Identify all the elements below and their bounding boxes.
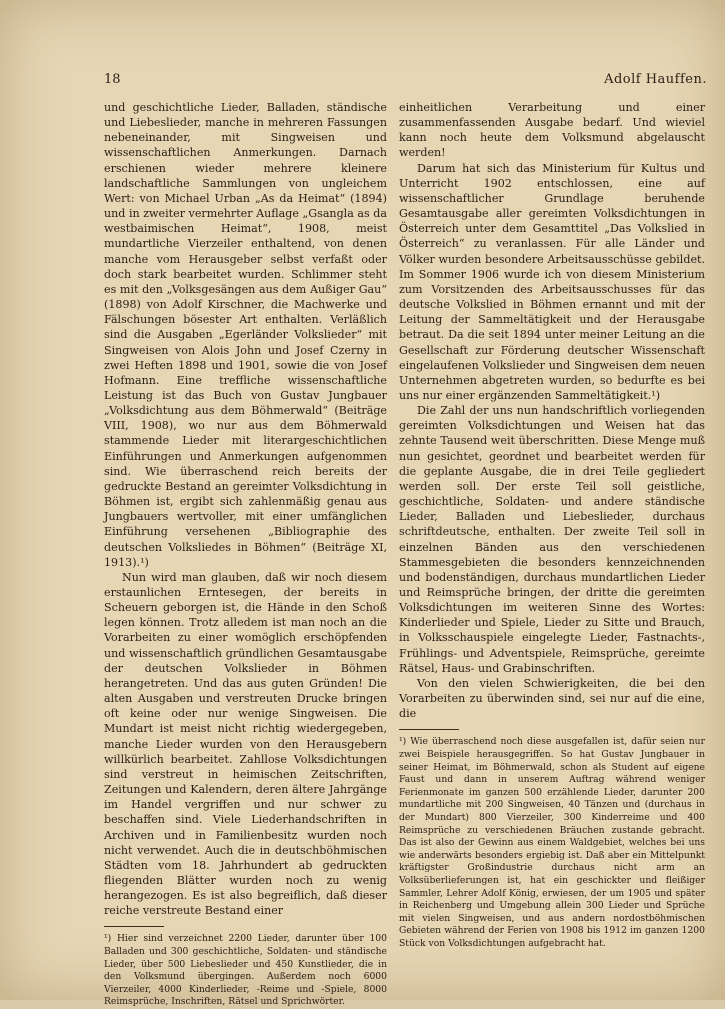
- running-title: Adolf Hauffen.: [604, 72, 707, 87]
- footnote: ¹) Wie überraschend noch diese ausgefallen ist, dafür seien nur zwei Beispiele herausgegriffen. So hat Gustav Jungbauer in seiner Heimat, im Böhmerwald, schon als Student auf eigene Faust und dann in unserem Auftrag während weniger Ferienmonate im ganzen 500 erzählende Lieder, darunter 200 mundartliche mit 200 Singweisen, 40 Tänzen und (durchaus in der Mundart) 800 Vierzeiler, 300 Kinderreime und 400 Reimsprüche zu verschiedenen Bräuchen zustande gebracht. Das ist also der Gewinn aus einem Waldgebiet, welches bei uns wie anderwärts besonders ergiebig ist. Daß aber ein Mittelpunkt kräftigster Großindustrie durchaus nicht arm an Volksüberlieferungen ist, hat ein geschickter und fleißiger Sammler, Lehrer Adolf König, erwiesen, der um 1905 und später in Reichenberg und Umgebung allein 300 Lieder und Sprüche mit vielen Singweisen, und aus andern nordostböhmischen Gebieten während der Ferien von 1908 bis 1912 im ganzen 1200 Stück von Volksdichtungen aufgebracht hat.: [399, 736, 705, 949]
- paragraph: Nun wird man glauben, daß wir noch diesem erstaunlichen Erntesegen, der bereits in Scheuern geborgen ist, die Hände in den Schoß legen können. Trotz alledem ist man noch an die Vorarbeiten zu einer womöglich erschöpfenden und wissenschaftlich gründlichen Gesamtausgabe der deutschen Volkslieder in Böhmen herangetreten. Und das aus guten Gründen! Die alten Ausgaben und verstreuten Drucke bringen oft keine oder nur wenige Singweisen. Die Mundart ist meist nicht richtig wiedergegeben, manche Lieder wurden von den Herausgebern willkürlich bearbeitet. Zahllose Volksdichtungen sind verstreut in heimischen Zeitschriften, Zeitungen und Kalendern, deren ältere Jahrgänge im Handel vergriffen und nur schwer zu beschaffen sind. Viele Liederhandschriften in Archiven und in Familienbesitz wurden noch nicht verwendet. Auch die in deutschböhmischen Städten vom 18. Jahrhundert ab gedruckten fliegenden Blätter wurden noch zu wenig herangezogen. Es ist also begreiflich, daß dieser reiche verstreute Bestand einer: [104, 570, 387, 918]
- paragraph: und geschichtliche Lieder, Balladen, ständische und Liebeslieder, manche in mehreren Fassungen nebeneinander, mit Singweisen und wissenschaftlichen Anmerkungen. Darnach erschienen wieder mehrere kleinere landschaftliche Sammlungen von ungleichem Wert: von Michael Urban „As da Heimat“ (1894) und in zweiter vermehrter Auflage „Gsangla as da westbaimischen Heimat“, 1908, meist mundartliche Vierzeiler enthaltend, von denen manche vom Herausgeber selbst verfaßt oder doch stark bearbeitet wurden. Schlimmer steht es mit den „Volksgesängen aus dem Außiger Gau“ (1898) von Adolf Kirschner, die Machwerke und Fälschungen bösester Art enthalten. Verläßlich sind die Ausgaben „Egerländer Volkslieder“ mit Singweisen von Alois John und Josef Czerny in zwei Heften 1898 und 1901, sowie die von Josef Hofmann. Eine treffliche wissenschaftliche Leistung ist das Buch von Gustav Jungbauer „Volksdichtung aus dem Böhmerwald“ (Beiträge VIII, 1908), wo nur aus dem Böhmerwald stammende Lieder mit literargeschichtlichen Einführungen und Anmerkungen aufgenommen sind. Wie überraschend reich bereits der gedruckte Bestand an gereimter Volksdichtung in Böhmen ist, ergibt sich zahlenmäßig genau aus Jungbauers wertvoller, mit einer umfänglichen Einführung versehenen „Bibliographie des deutschen Volksliedes in Böhmen“ (Beiträge XI, 1913).¹): [104, 101, 387, 569]
- right-column: [399, 100, 705, 951]
- footnote-separator: [104, 926, 164, 927]
- footnote: ¹) Hier sind verzeichnet 2200 Lieder, darunter über 100 Balladen und 300 geschichtliche, Soldaten- und ständische Lieder, über 500 Liebeslieder und 450 Kunstlieder, die in den Volksmund übergingen. Außerdem noch 6000 Vierzeiler, 4000 Kinderlieder, -Reime und -Spiele, 8000 Reimsprüche, Inschriften, Rätsel und Sprichwörter.: [104, 933, 387, 1008]
- page-header: [104, 72, 707, 90]
- paragraph: Darum hat sich das Ministerium für Kultus und Unterricht 1902 entschlossen, eine auf wissenschaftlicher Grundlage beruhende Gesamtausgabe aller gereimten Volksdichtungen in Österreich unter dem Gesamttitel „Das Volkslied in Österreich“ zu veranlassen. Für alle Länder und Völker wurden besondere Arbeitsausschüsse gebildet. Im Sommer 1906 wurde ich von diesem Ministerium zum Vorsitzenden des Arbeitsausschusses für das deutsche Volkslied in Böhmen ernannt und mit der Leitung der Sammeltätigkeit und der Herausgabe betraut. Da die seit 1894 unter meiner Leitung an die Gesellschaft zur Förderung deutscher Wissenschaft eingelaufenen Volkslieder und Singweisen dem neuen Unternehmen abgetreten wurden, so bedurfte es bei uns nur einer ergänzenden Sammeltätigkeit.¹): [399, 161, 705, 402]
- page-number: 18: [104, 72, 121, 87]
- paragraph: Die Zahl der uns nun handschriftlich vorliegenden gereimten Volksdichtungen und Weisen hat das zehnte Tausend weit überschritten. Diese Menge muß nun gesichtet, geordnet und bearbeitet werden für die geplante Ausgabe, die in drei Teile gegliedert werden soll. Der erste Teil soll geistliche, geschichtliche, Soldaten- und andere ständische Lieder, Balladen und Liebeslieder, durchaus schriftdeutsche, enthalten. Der zweite Teil soll in einzelnen Bänden aus den verschiedenen Stammesgebieten die besonders kennzeichnenden und bodenständigen, durchaus mundartlichen Lieder und Reimsprüche bringen, der dritte die gereimten Volksdichtungen im weiteren Sinne des Wortes: Kinderlieder und Spiele, Lieder zu Sitte und Brauch, in Volksschauspiele eingelegte Lieder, Fastnachts-, Frühlings- und Adventspiele, Reimsprüche, gereimte Rätsel, Haus- und Grabinschriften.: [399, 404, 705, 675]
- paragraph: einheitlichen Verarbeitung und einer zusammenfassenden Ausgabe bedarf. Und wieviel kann noch heute dem Volksmund abgelauscht werden!: [399, 101, 705, 160]
- footnote-separator: [399, 729, 459, 730]
- left-column: [104, 100, 387, 1009]
- paragraph: Von den vielen Schwierigkeiten, die bei den Vorarbeiten zu überwinden sind, sei nur auf die eine, die: [399, 676, 705, 721]
